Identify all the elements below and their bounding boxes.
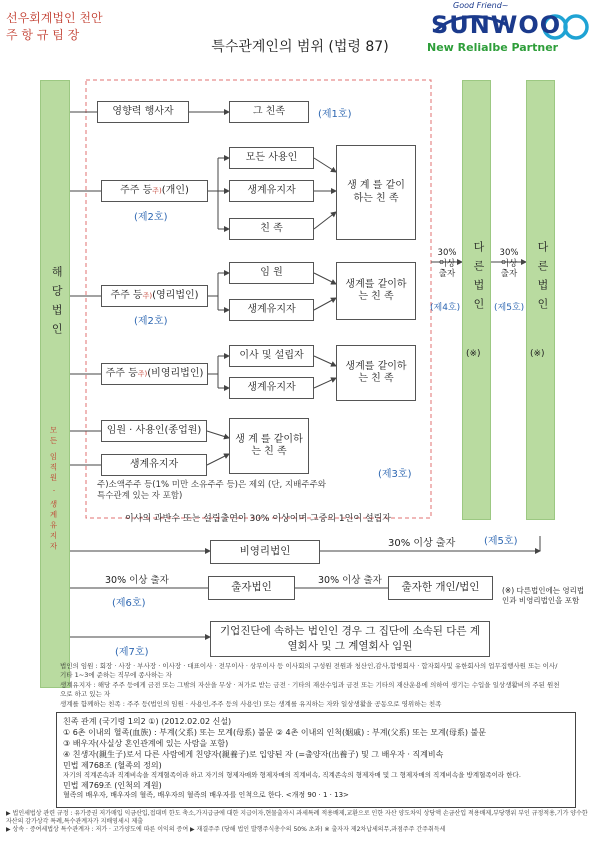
subject-corporation-label — [41, 266, 71, 342]
over-30-label-3: 30% 이상 출자 — [388, 538, 456, 549]
ref-item-5a: (제5호) — [494, 303, 525, 313]
shareholder-individual-suffix: (개인) — [161, 184, 189, 196]
shareholder-mark: 주) — [152, 186, 162, 195]
investing-person-box: 출자한 개인/법인 — [388, 576, 493, 600]
influence-exerciser-box: 영향력 행사자 — [97, 101, 189, 123]
all-employees-box: 모든 사용인 — [229, 147, 314, 169]
livelihood-box-4: 생계유지자 — [101, 454, 207, 476]
asterisk-note: (※) 다른법인에는 영리법인과 비영리법인을 포함 — [502, 586, 585, 605]
livelihood-box-2: 생계유지자 — [229, 299, 314, 321]
over-30-label-4: 30% 이상 출자 — [105, 575, 169, 586]
logo-wordmark: SUNWOO — [431, 11, 562, 39]
shareholder-profit-suffix: (영리법인) — [152, 289, 199, 301]
logo-slogan: New Relialbe Partner — [427, 41, 559, 54]
other-corporation-column-2 — [526, 80, 555, 520]
other-corporation-2-label: 다른법인 — [536, 241, 549, 317]
footnote-inheritance-tax: ▶ 상속 · 증여세법상 특수관계자 : 저가 · 고가양도에 따른 이익의 증여 ▶ 재결주주 (당해 법인 발행주식총수의 50% 초과) ※ 출자자 제2차납세의무,과점주주 간주취득세 — [6, 826, 446, 834]
invested-corp-box: 출자법인 — [208, 576, 295, 600]
subject-corporation-column — [40, 80, 70, 688]
relatives-box: 친 족 — [229, 218, 314, 240]
shareholder-individual-box — [101, 180, 208, 202]
shareholder-mark-3: 주) — [137, 369, 148, 378]
ref-item-4: (제4호) — [430, 303, 461, 313]
shareholder-nonprofit-prefix: 주주 등 — [105, 367, 138, 379]
shared-livelihood-box-4: 생 계 를 같이하는 친 족 — [229, 418, 309, 474]
group-affiliates-box: 기업진단에 속하는 법인인 경우 그 집단에 소속된 다른 계열회사 및 그 계열회사 임원 — [210, 621, 490, 657]
shareholder-mark-2: 주) — [142, 291, 153, 300]
definition-officer: 법인의 임원 : 회장 · 사장 · 부사장 · 이사장 · 대표이사 · 전무이사 · 상무이사 등 이사회의 구성원 전원과 청산인,감사,합병회사 · 합자회사및 유한회사의 업무집행사원 또는 이사/기타 1~3에 준하는 직무에 종사하는 자 — [60, 662, 558, 680]
kinship-item-2: ③ 배우자(사실상 혼인관계에 있는 사람을 포함) — [63, 739, 229, 749]
ref-item-7: (제7호) — [115, 647, 149, 658]
shareholder-profit-prefix: 주주 등 — [110, 289, 143, 301]
firm-name-line2: 주 항 규 팀 장 — [6, 28, 80, 43]
footnote-corporate-tax: ▶ 법인세법상 관련 규정 : 유가증권 저가매입 익금산입,접대비 한도 축소,가지급금에 대한 지급이자,현물출자시 과세특례 적용배제,교환으로 인한 자산 양도차익 상당액 손금산입 적용배제,부당행위 부인 규정적용,기가 양수한 자산의 감가상각 특례,특수관계자가 지배영세시 제출 — [6, 810, 588, 826]
page-title: 특수관계인의 범위 (법령 87) — [211, 39, 389, 55]
over-30-label-2: 30% 이상 출자 — [499, 248, 519, 280]
civil-768-title: 민법 제768조 (혈족의 정의) — [63, 761, 162, 771]
logo-tagline: Good Friend~ — [453, 1, 509, 10]
civil-769-text: 혈족의 배우자, 배우자의 혈족, 배우자의 혈족의 배우자를 인척으로 한다. <개정 90 · 1 · 13> — [63, 791, 349, 800]
over-30-label-5: 30% 이상 출자 — [318, 575, 382, 586]
other-corporation-column-1 — [462, 80, 491, 520]
ref-item-2a: (제2호) — [134, 212, 168, 223]
minority-shareholder-note: 주)소액주주 등(1% 미만 소유주주 등)은 제외 (단, 지배주주와 특수관계 있는 자 포함) — [97, 480, 327, 501]
ref-item-1: (제1호) — [318, 109, 352, 120]
directors-founders-box: 이사 및 설립자 — [229, 345, 314, 367]
influence-relative-box: 그 친족 — [229, 101, 309, 123]
shared-livelihood-box-2: 생계를 같이하는 친 족 — [336, 262, 416, 320]
director-majority-note: 이사의 과반수 또는 설립출연이 30% 이상이며 그중의 1인이 설립자 — [125, 514, 391, 524]
definition-shared-relatives: 생계를 함께하는 친족 : 주주 등(법인의 임원 · 사용인,주주 등의 사용인) 또는 생계를 유지하는 자와 일상생활을 공동으로 영위하는 친족 — [60, 699, 442, 708]
kinship-item-3: ④ 친생자(親生子)로서 다른 사람에게 친양자(親養子)로 입양된 자 (=출양자(出養子) 및 그 배우자 · 직계비속 — [63, 750, 444, 760]
civil-768-text: 자기의 직계존속과 직계비속을 직계혈족이라 하고 자기의 형제자매와 형제자매의 직계비속, 직계존속의 형제자매 및 그 형제자매의 직계비속을 방계혈족이라 한다. — [63, 771, 521, 780]
shared-livelihood-box-3: 생계를 같이하는 친 족 — [336, 345, 416, 401]
other-corporation-1-label: 다른법인 — [472, 241, 485, 317]
officer-box: 임 원 — [229, 262, 314, 284]
definition-livelihood: 생계유지자 : 해당 주주 등에게 금전 또는 그밖의 자산을 무상 · 저가로 받는 금전 · 기타의 재산수입과 금전 또는 기타의 재산운용에 의하여 생기는 수입을 일상생활비의 주된 원천으로 하고 있는 자 — [60, 680, 560, 699]
kinship-item-1: ① 6촌 이내의 혈족(血族) : 부계(父系) 또는 모계(母系) 불문 ② 4촌 이내의 인척(姻戚) : 부계(父系) 또는 모계(母系) 불문 — [63, 728, 486, 738]
livelihood-box-1: 생계유지자 — [229, 180, 314, 202]
other-corporation-1-note: (※) — [466, 349, 481, 359]
livelihood-box-3: 생계유지자 — [229, 377, 314, 399]
over-30-label-1: 30% 이상 출자 — [437, 248, 457, 280]
shareholder-profit-corp-box — [101, 285, 208, 307]
ref-item-3: (제3호) — [378, 469, 412, 480]
subject-corporation-text: 해당법인 — [50, 266, 64, 342]
shareholder-individual-prefix: 주주 등 — [120, 184, 153, 196]
officer-employee-box: 임원 · 사용인(종업원) — [101, 420, 207, 442]
definitions — [60, 662, 560, 709]
shareholder-nonprofit-corp-box — [101, 363, 208, 385]
firm-name-line1: 선우회계법인 천안 — [6, 11, 103, 25]
kinship-title: 친족 관계 (국기령 1의2 ①) (2012.02.02 신설) — [63, 717, 232, 726]
all-officers-livelihood-label: 모든 임직원 · 생계유지자 — [49, 426, 58, 553]
shared-livelihood-box-1: 생 계 를 같이하는 친 족 — [336, 145, 416, 240]
shareholder-nonprofit-suffix: (비영리법인) — [147, 367, 204, 379]
civil-769-title: 민법 제769조 (인척의 계원) — [63, 781, 162, 791]
other-corporation-2-note: (※) — [530, 349, 545, 359]
nonprofit-corp-box: 비영리법인 — [210, 540, 320, 564]
kinship-box — [56, 712, 576, 808]
ref-item-6: (제6호) — [112, 598, 146, 609]
footnotes — [6, 810, 591, 834]
ref-item-2b: (제2호) — [134, 316, 168, 327]
ref-item-5b: (제5호) — [484, 536, 518, 547]
